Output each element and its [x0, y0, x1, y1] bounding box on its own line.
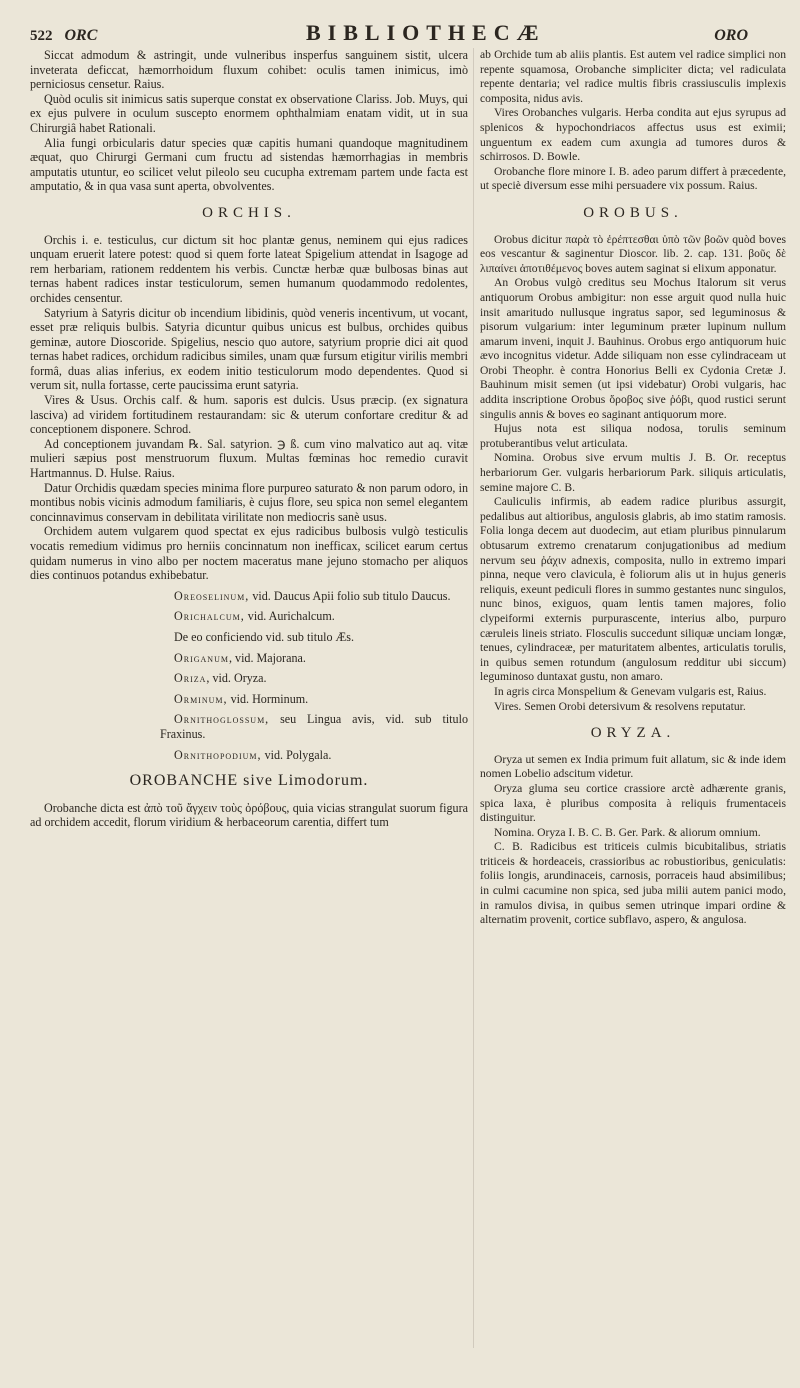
paragraph: Datur Orchidis quædam species minima flore purpureo saturato & non parum odoro, in montibus nobis vicinis admodum familiaris, è cujus flore, seu spica non semel elegantem concinnavimus conservam in debilitata virilitate non mediocris sanè usus. — [30, 480, 468, 524]
cross-reference — [30, 748, 468, 763]
paragraph: Orobanche flore minore I. B. adeo parum differt à præcedente, ut speciè diversum esse mihi persuadere vix possum. Raius. — [480, 164, 786, 193]
paragraph: Vires. Semen Orobi detersivum & resolvens reputatur. — [494, 699, 746, 713]
right-column — [480, 48, 786, 928]
xref-target: seu Lingua avis, vid. sub titulo Fraxinus. — [160, 712, 468, 741]
xref-target: vid. Daucus Apii folio sub titulo Daucus. — [249, 588, 451, 603]
section-heading-orobanche: OROBANCHE sive Limodorum. — [129, 772, 369, 790]
paragraph: Hujus nota est siliqua nodosa, torulis seminum protuberantibus velut articulata. — [480, 422, 786, 450]
cross-reference — [30, 692, 468, 707]
xref-lemma: Ornithoglossum, — [174, 712, 270, 727]
cross-reference — [30, 712, 468, 741]
paragraph: Oryza ut semen ex India primum fuit allatum, sic & inde idem nomen Lobelio adscitum videtur. — [480, 752, 786, 781]
xref-lemma: Orminum, — [174, 691, 228, 706]
paragraph: Orobanche dicta est ἀπὸ τοῦ ἄγχειν τοὺς ὀρόβους, quia vicias strangulat suorum figura ad orchidem accedit, florum viridium & herbaceorum carentia, differt tum — [30, 800, 468, 830]
paragraph: Vires & Usus. Orchis calf. & hum. saporis est dulcis. Usus præcip. (ex signatura lasciva) ad viridem fortitudinem restaurandam: sic & uterum confortare creditur & ad conceptionem disponere. Schrod. — [30, 393, 468, 437]
paragraph: Nomina. Orobus sive ervum multis J. B. Or. receptus herbariorum Ger. vulgaris herbariorum Park. siliquis articulatis, semine majore C. B. — [480, 451, 786, 494]
section-heading-oryza: ORYZA. — [590, 725, 676, 742]
paragraph: Siccat admodum & astringit, unde vulneribus insperfus sanguinem sistit, ulcera inveterata deficcat, hæmorrhoidum fluxum cohibet: oculis tamen inimicus, imò perniciosus censetur. Raius. — [30, 48, 468, 92]
page-number: 522 — [30, 28, 53, 44]
xref-target: vid. Polygala. — [261, 747, 332, 762]
column-divider — [473, 48, 474, 1348]
left-column — [30, 48, 468, 830]
paragraph: Orobus dicitur παρὰ τὸ ἐρέπτεσθαι ὑπὸ τῶν βοῶν quòd boves eos vescantur & saginentur Dioscor. lib. 2. cap. 131. βοῦς δὲ λιπαίνει ἀποτιθέμενος boves autem saginat si elixum apponatur. — [480, 232, 786, 275]
cross-reference: De eo conficiendo vid. sub titulo Æs. — [174, 629, 355, 644]
paragraph: Ad conceptionem juvandam ℞. Sal. satyrion. ℈ ß. cum vino malvatico aut aq. vitæ mulieri sæpius post menstruorum fluxum. Multas fœminas hoc remedio curavit Hartmannus. D. Hulse. Raius. — [30, 436, 468, 481]
header-left-word: ORC — [64, 27, 98, 44]
xref-lemma: Oreoselinum, — [174, 588, 250, 603]
header-title: BIBLIOTHECÆ — [306, 20, 546, 45]
paragraph: Satyrium à Satyris dicitur ob incendium libidinis, quòd veneris incentivum, ut vocant, esset præ reliquis bulbis. Satyria dicuntur quibus unicus est bulbus, orchides quibus geminæ, autore Dioscoride. Spigelius, nescio quo autore, satyrium proprie dici ait quod ternas habet radices, orchidum radicibus similes, unam quæ fursum etigitur virilis membri formâ, duas alias inferius, ex eodem initio testiculorum modo dependentes. Quod si verum sit, nulla fortasse, certe paucissima erunt satyria. — [30, 305, 468, 393]
paragraph: Orchidem autem vulgarem quod spectat ex ejus radicibus bulbosis vulgò testiculis vocatis remedium vidimus pro herniis concinnatum non inefficax, scilicet earum certus quidam numerus in vino albo per noctem maceratus mane jejuno stomacho per aliquos dies continuos potandus exhibebatur. — [30, 524, 468, 583]
section-heading-orobus: OROBUS. — [583, 204, 683, 221]
paragraph: Alia fungi orbicularis datur species quæ capitis humani quandoque magnitudinem æquat, quo Chirurgi Germani cum fructu ad sistendas hæmorrhagias in membris amputatis utuntur, eo scilicet velut pileolo seu cucupha extremam partem unde facta est amputatio, & in qua vasa sunt aperta, obvolventes. — [30, 135, 468, 194]
cross-reference — [30, 651, 468, 666]
paragraph: Quòd oculis sit inimicus satis superque constat ex observatione Clariss. Job. Muys, qui ex ejus pulvere in oculum suscepto enormem ophthalmiam enatam vidit, ut in sua Chirurgiâ habet Rationali. — [30, 91, 468, 135]
xref-target: , vid. Majorana. — [228, 650, 306, 665]
paragraph: In agris circa Monspelium & Genevam vulgaris est, Raius. — [494, 684, 767, 698]
paragraph: C. B. Radicibus est triticeis culmis bicubitalibus, striatis triticeis & hordeaceis, crassioribus ac robustioribus, geniculatis: foliis longis, arundinaceis, carnosis, porraceis haud absimilibus; in culmi cacumine non spica, sed juba milii autem panici modo, in ramulos divisa, in quibus semen utrinque impari ordine & alternatim provenit, cortice subflavo, aspero, & angulosa. — [480, 840, 786, 927]
xref-target: , vid. Oryza. — [206, 671, 267, 686]
header-right-word: ORO — [714, 27, 748, 44]
paragraph: Vires Orobanches vulgaris. Herba condita aut ejus syrupus ad splenicos & hypochondriacos affectus usus est eximii; unguentum ex eadem cum axungia ad tumores duros & schirrosos. D. Bowle. — [480, 106, 786, 164]
running-header — [30, 20, 788, 46]
xref-lemma: Ornithopodium, — [174, 747, 262, 762]
cross-reference — [30, 589, 468, 604]
section-heading-orchis: ORCHIS. — [202, 204, 296, 221]
paragraph: An Orobus vulgò creditus seu Mochus Italorum sit verus antiquorum Orobus ambigitur: non esse arguit quod nulla huic insit amaritudo nullusque ingratus sapor, sed leguminosus & pisorum vulgarium: inter leguminum præter lupinum nullum amarum inveni, inquit J. Bauhinus. Orobus ergo antiquorum huic ævo incognitus videtur. Adde siliquam non esse cylindraceam ut Orobi Theophr. è contra Honorius Belli ex Cydonia Cretæ J. Bauhinum misit semen (ut ipsi videbatur) Orobi vulgaris, hac addita inscriptione Orobus ὄροβος sive ῥόβι, quod rustici serunt singulis annis & boves eo saginant antiquorum more. — [480, 276, 786, 421]
cross-reference — [30, 609, 468, 624]
cross-reference — [30, 671, 468, 686]
xref-lemma: Origanum — [174, 650, 229, 665]
paragraph: Oryza gluma seu cortice crassiore arctè adhærente granis, spica laxa, è pluribus composita à reliquis frumentaceis distinguitur. — [480, 781, 786, 825]
paragraph: ab Orchide tum ab aliis plantis. Est autem vel radice simplici non repente squamosa, Orobanche simpliciter dicta; vel radiculata repente dentaria; vel radice multis fibris crassiusculis implexis composita, nidus avis. — [480, 48, 786, 105]
xref-target: vid. Horminum. — [227, 691, 309, 706]
xref-lemma: Oriza — [174, 671, 207, 686]
paragraph: Cauliculis infirmis, ab eadem radice pluribus assurgit, pedalibus aut altioribus, angulosis glabris, ab imo statim ramosis. Folia longa decem aut duodecim, aut etiam pluribus pinnularum obtusarum extremo crenatarum conjugationibus ad medium nervum seu ῥάχιν adnexis, composita, nullo in extremo impari pinna, neque vero clavicula, è foliorum alis ut in hujus generis reliquis, exeunt pediculi flores in summo gestantes nunc singulos, nunc binos, exiguos, quam lentis tamen majores, folio clypeiformi externis purpurascente, interius albo, purpuro cæruleis lineis striato. Flosculis succedunt siliquæ unciam longæ, tenues, cylindraceæ, per maturitatem albentes, articulatis torulis, in quibus semen rotundum (angulosum redditur ubi siccum) leguminoso duntaxat gustu, non amaro. — [480, 495, 786, 684]
paragraph: Orchis i. e. testiculus, cur dictum sit hoc plantæ genus, neminem qui ejus radices unquam eruerit latere potest: quod si quem forte lateat Spigelium attendat in Isagoge ad rem herbariam, rationem reddentem his verbis. Cunctæ herbæ quæ bulbosas binas aut ternas habent radices instar testiculorum, semen humanum quodammodo redolentes, orchides censentur. — [30, 232, 468, 305]
xref-target: vid. Aurichalcum. — [244, 609, 335, 624]
paragraph: Nomina. Oryza I. B. C. B. Ger. Park. & aliorum omnium. — [494, 825, 761, 839]
xref-lemma: Orichalcum, — [174, 609, 245, 624]
